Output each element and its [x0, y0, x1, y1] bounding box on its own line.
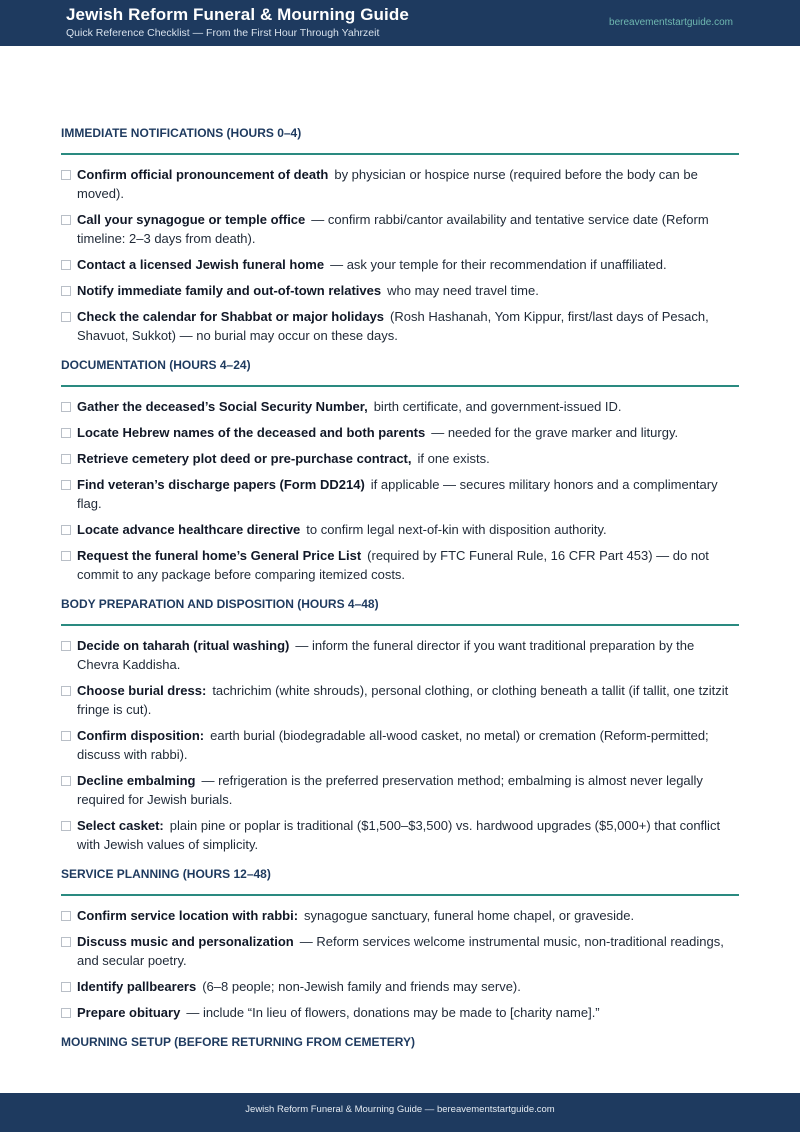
checkbox-icon[interactable]	[61, 480, 71, 490]
item-detail: tachrichim (white shrouds), personal clothing, or clothing beneath a tallit (if tallit, one tzitzit fringe is cut).	[77, 683, 729, 717]
section-divider	[61, 153, 739, 155]
page-title: Jewish Reform Funeral & Mourning Guide	[66, 5, 409, 24]
page-footer	[0, 1093, 800, 1132]
item-lead: Gather the deceased’s Social Security Number,	[77, 399, 368, 414]
section-title: SERVICE PLANNING (HOURS 12–48)	[61, 867, 271, 881]
checkbox-icon[interactable]	[61, 525, 71, 535]
item-detail: synagogue sanctuary, funeral home chapel, or graveside.	[304, 908, 635, 923]
site-url[interactable]: bereavementstartguide.com	[609, 17, 733, 28]
checklist-item	[61, 906, 739, 925]
item-lead: Locate Hebrew names of the deceased and both parents	[77, 425, 426, 440]
checkbox-icon[interactable]	[61, 937, 71, 947]
item-lead: Decline embalming	[77, 773, 196, 788]
section-divider	[61, 385, 739, 387]
checkbox-icon[interactable]	[61, 641, 71, 651]
item-lead: Retrieve cemetery plot deed or pre-purchase contract,	[77, 451, 412, 466]
checklist-item	[61, 520, 739, 539]
item-lead: Confirm service location with rabbi:	[77, 908, 299, 923]
checklist-item	[61, 816, 739, 854]
checklist-item	[61, 546, 739, 584]
item-detail: to confirm legal next-of-kin with disposition authority.	[306, 522, 607, 537]
checkbox-icon[interactable]	[61, 821, 71, 831]
section-title: BODY PREPARATION AND DISPOSITION (HOURS 4–48)	[61, 597, 379, 611]
item-detail: (required by FTC Funeral Rule, 16 CFR Part 453) — do not commit to any package before comparing itemized costs.	[77, 548, 709, 582]
item-detail: by physician or hospice nurse (required before the body can be moved).	[77, 167, 698, 201]
checklist-item	[61, 423, 739, 442]
checkbox-icon[interactable]	[61, 454, 71, 464]
checklist-item	[61, 475, 739, 513]
checklist-item	[61, 932, 739, 970]
page-subtitle: Quick Reference Checklist — From the First Hour Through Yahrzeit	[66, 27, 380, 39]
checklist-content	[61, 124, 739, 1051]
checkbox-icon[interactable]	[61, 215, 71, 225]
item-detail: — Reform services welcome instrumental music, non-traditional readings, and secular poetry.	[77, 934, 724, 968]
item-lead: Call your synagogue or temple office	[77, 212, 306, 227]
item-detail: — confirm rabbi/cantor availability and tentative service date (Reform timeline: 2–3 days from death).	[77, 212, 709, 246]
item-detail: if applicable — secures military honors and a complimentary flag.	[77, 477, 718, 511]
checkbox-icon[interactable]	[61, 731, 71, 741]
checklist-item	[61, 307, 739, 345]
checklist-item	[61, 210, 739, 248]
checklist	[61, 636, 739, 854]
item-detail: (Rosh Hashanah, Yom Kippur, first/last days of Pesach, Shavuot, Sukkot) — no burial may occur on these days.	[77, 309, 709, 343]
checklist	[61, 906, 739, 1022]
checklist-item	[61, 636, 739, 674]
item-lead: Notify immediate family and out-of-town relatives	[77, 283, 382, 298]
footer-text: Jewish Reform Funeral & Mourning Guide — bereavementstartguide.com	[245, 1104, 555, 1115]
checkbox-icon[interactable]	[61, 551, 71, 561]
section-title: IMMEDIATE NOTIFICATIONS (HOURS 0–4)	[61, 126, 302, 140]
checklist	[61, 397, 739, 584]
page-header	[0, 0, 800, 46]
checkbox-icon[interactable]	[61, 428, 71, 438]
item-detail: (6–8 people; non-Jewish family and friends may serve).	[202, 979, 521, 994]
item-lead: Locate advance healthcare directive	[77, 522, 301, 537]
item-lead: Contact a licensed Jewish funeral home	[77, 257, 325, 272]
item-detail: — needed for the grave marker and liturgy.	[431, 425, 679, 440]
checkbox-icon[interactable]	[61, 286, 71, 296]
item-detail: birth certificate, and government-issued ID.	[373, 399, 622, 414]
item-lead: Prepare obituary	[77, 1005, 181, 1020]
item-detail: if one exists.	[417, 451, 490, 466]
checkbox-icon[interactable]	[61, 402, 71, 412]
item-lead: Discuss music and personalization	[77, 934, 294, 949]
item-detail: plain pine or poplar is traditional ($1,500–$3,500) vs. hardwood upgrades ($5,000+) that conflict with Jewish values of simplicity.	[77, 818, 721, 852]
item-lead: Confirm official pronouncement of death	[77, 167, 329, 182]
checklist-item	[61, 255, 739, 274]
checklist-item	[61, 977, 739, 996]
item-lead: Confirm disposition:	[77, 728, 205, 743]
checkbox-icon[interactable]	[61, 911, 71, 921]
item-detail: — refrigeration is the preferred preservation method; embalming is almost never legally required for Jewish burials.	[77, 773, 703, 807]
item-lead: Identify pallbearers	[77, 979, 197, 994]
section-title: DOCUMENTATION (HOURS 4–24)	[61, 358, 251, 372]
item-detail: — inform the funeral director if you want traditional preparation by the Chevra Kaddisha.	[77, 638, 695, 672]
checkbox-icon[interactable]	[61, 312, 71, 322]
item-detail: earth burial (biodegradable all-wood casket, no metal) or cremation (Reform-permitted; discuss with rabbi).	[77, 728, 709, 762]
checkbox-icon[interactable]	[61, 170, 71, 180]
checklist-item	[61, 726, 739, 764]
item-lead: Decide on taharah (ritual washing)	[77, 638, 290, 653]
checklist	[61, 165, 739, 345]
checklist-item	[61, 165, 739, 203]
section-divider	[61, 624, 739, 626]
checklist-item	[61, 1003, 739, 1022]
section-divider	[61, 894, 739, 896]
checkbox-icon[interactable]	[61, 686, 71, 696]
checklist-item	[61, 681, 739, 719]
checkbox-icon[interactable]	[61, 776, 71, 786]
item-lead: Choose burial dress:	[77, 683, 207, 698]
checkbox-icon[interactable]	[61, 1008, 71, 1018]
checklist-item	[61, 281, 739, 300]
item-detail: — ask your temple for their recommendation if unaffiliated.	[330, 257, 667, 272]
checklist-item	[61, 449, 739, 468]
item-detail: who may need travel time.	[387, 283, 539, 298]
item-lead: Check the calendar for Shabbat or major holidays	[77, 309, 385, 324]
item-lead: Select casket:	[77, 818, 164, 833]
item-lead: Find veteran’s discharge papers (Form DD214)	[77, 477, 365, 492]
checkbox-icon[interactable]	[61, 982, 71, 992]
checklist-item	[61, 771, 739, 809]
section-title: MOURNING SETUP (BEFORE RETURNING FROM CEMETERY)	[61, 1035, 416, 1049]
item-detail: — include “In lieu of flowers, donations may be made to [charity name].”	[186, 1005, 600, 1020]
checklist-item	[61, 397, 739, 416]
item-lead: Request the funeral home’s General Price List	[77, 548, 362, 563]
checkbox-icon[interactable]	[61, 260, 71, 270]
